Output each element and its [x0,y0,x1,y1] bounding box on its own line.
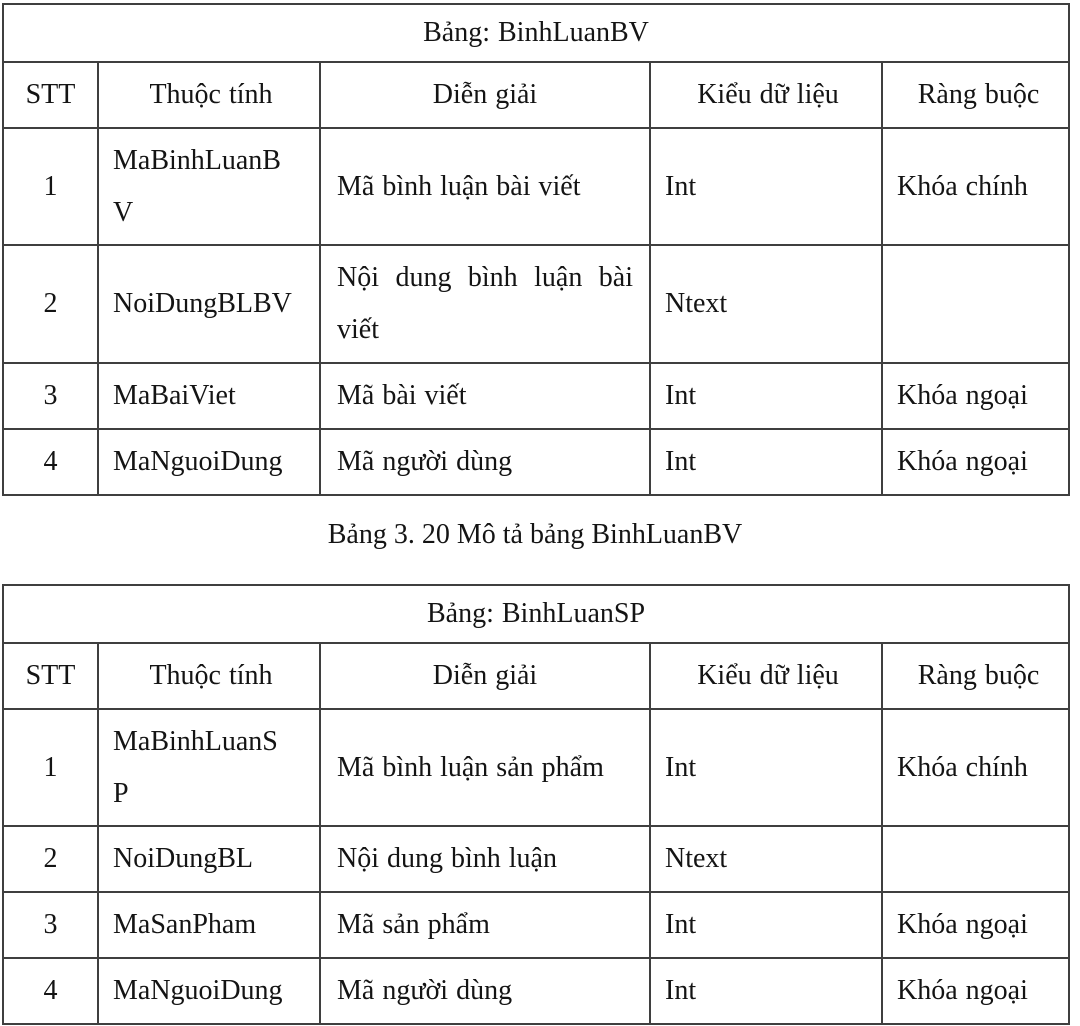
table-row [3,429,1069,495]
cell-description: Mã bài viết [320,363,650,429]
cell-attribute [98,892,320,958]
cell-datatype: Int [650,958,882,1024]
cell-constraint: Khóa ngoại [882,429,1069,495]
cell-stt: 3 [3,892,98,958]
table-caption: Bảng 3. 20 Mô tả bảng BinhLuanBV [327,518,743,550]
header-cell-kieu-du-lieu: Kiểu dữ liệu [650,62,882,128]
cell-datatype: Int [650,363,882,429]
cell-attribute [98,429,320,495]
table-row [3,709,1069,827]
header-cell-kieu-du-lieu: Kiểu dữ liệu [650,643,882,709]
cell-constraint: Khóa ngoại [882,363,1069,429]
table-title-row [3,585,1069,643]
attribute-text: MaBaiViet [113,380,236,412]
cell-stt: 2 [3,826,98,892]
table-title: Bảng: BinhLuanBV [3,4,1069,62]
cell-stt: 3 [3,363,98,429]
header-cell-dien-giai: Diễn giải [320,62,650,128]
cell-attribute [98,826,320,892]
cell-attribute [98,958,320,1024]
cell-description: Mã bình luận sản phẩm [320,709,650,827]
table-row [3,958,1069,1024]
cell-constraint [882,245,1069,363]
header-cell-rang-buoc: Ràng buộc [882,62,1069,128]
cell-description: Mã sản phẩm [320,892,650,958]
table-row [3,128,1069,246]
table-title-row [3,4,1069,62]
header-cell-stt: STT [3,62,98,128]
header-cell-thuoc-tinh: Thuộc tính [98,62,320,128]
cell-datatype: Int [650,709,882,827]
schema-table-binhluanbv [2,3,1070,496]
attribute-text: MaSanPham [113,909,257,941]
cell-description: Mã người dùng [320,958,650,1024]
cell-constraint [882,826,1069,892]
cell-description: Nội dung bình luận [320,826,650,892]
cell-stt: 4 [3,958,98,1024]
cell-description: Nội dung bình luận bài viết [320,245,650,363]
cell-datatype: Int [650,128,882,246]
table-row [3,245,1069,363]
schema-table-binhluansp [2,584,1070,1025]
cell-constraint: Khóa ngoại [882,892,1069,958]
header-cell-thuoc-tinh: Thuộc tính [98,643,320,709]
table-row [3,892,1069,958]
cell-attribute [98,245,320,363]
attribute-text: MaNguoiDung [113,975,283,1007]
attribute-text: MaNguoiDung [113,446,283,478]
cell-stt: 4 [3,429,98,495]
cell-stt: 2 [3,245,98,363]
table-header-row [3,62,1069,128]
cell-constraint: Khóa chính [882,709,1069,827]
cell-datatype: Ntext [650,245,882,363]
table-header-row [3,643,1069,709]
table-row [3,826,1069,892]
attribute-text: NoiDungBLBV [113,288,292,320]
cell-constraint: Khóa chính [882,128,1069,246]
cell-attribute [98,709,320,827]
table-title: Bảng: BinhLuanSP [3,585,1069,643]
attribute-text: MaBinhLuanSP [113,725,278,809]
cell-attribute [98,128,320,246]
header-cell-stt: STT [3,643,98,709]
cell-description: Mã người dùng [320,429,650,495]
cell-attribute [98,363,320,429]
attribute-text: NoiDungBL [113,843,253,875]
cell-description: Mã bình luận bài viết [320,128,650,246]
cell-constraint: Khóa ngoại [882,958,1069,1024]
cell-datatype: Int [650,892,882,958]
cell-stt: 1 [3,709,98,827]
table-row [3,363,1069,429]
cell-stt: 1 [3,128,98,246]
cell-datatype: Ntext [650,826,882,892]
header-cell-rang-buoc: Ràng buộc [882,643,1069,709]
header-cell-dien-giai: Diễn giải [320,643,650,709]
attribute-text: MaBinhLuanBV [113,144,281,228]
cell-datatype: Int [650,429,882,495]
